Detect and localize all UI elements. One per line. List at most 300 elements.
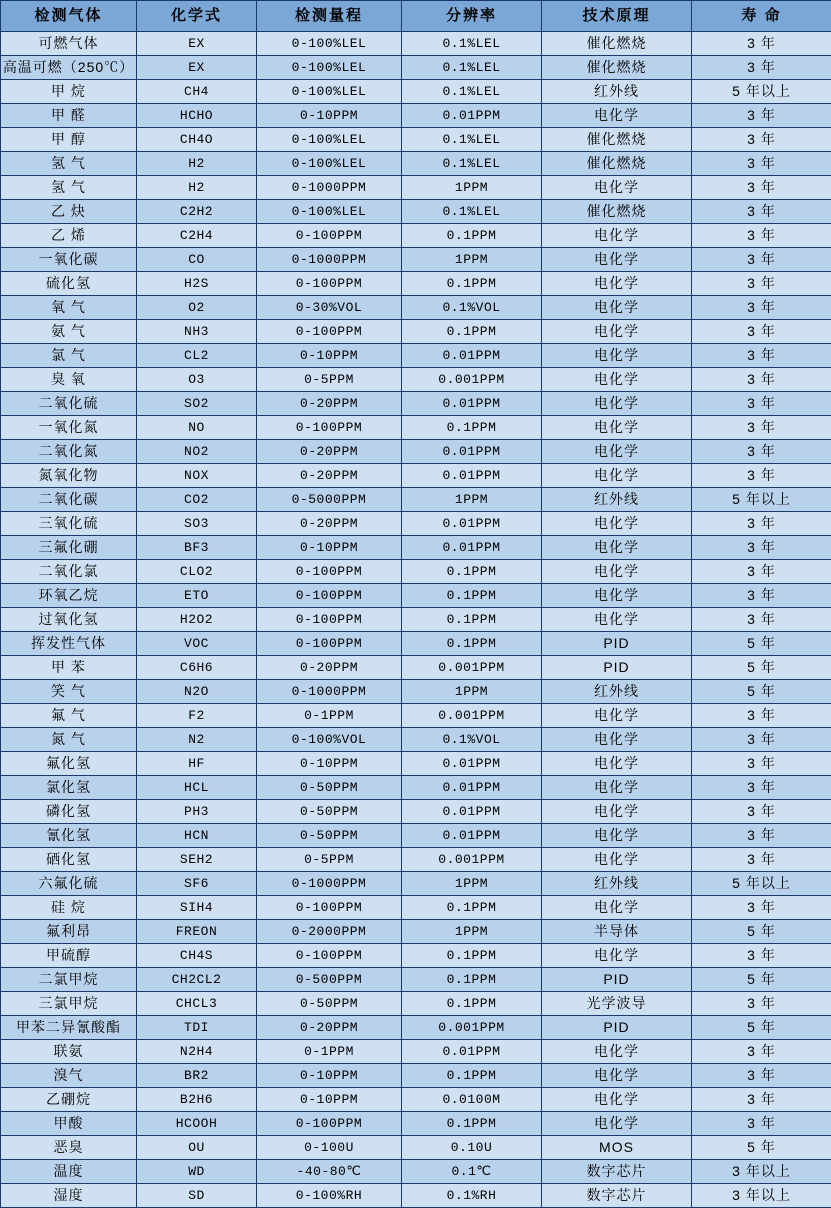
table-row (1, 1160, 831, 1184)
cell-lifetime: 3 年 (692, 344, 831, 368)
cell-formula: SF6 (137, 872, 257, 896)
cell-gas: 氟化氢 (1, 752, 137, 776)
table-row (1, 752, 831, 776)
cell-gas: 氢 气 (1, 152, 137, 176)
cell-resolution: 0.1PPM (402, 320, 542, 344)
cell-principle: PID (542, 632, 692, 656)
cell-gas: 氧 气 (1, 296, 137, 320)
table-row (1, 536, 831, 560)
cell-range: 0-100PPM (257, 632, 402, 656)
cell-range: 0-100%LEL (257, 200, 402, 224)
cell-gas: 联氨 (1, 1040, 137, 1064)
cell-resolution: 0.001PPM (402, 368, 542, 392)
cell-principle: 电化学 (542, 512, 692, 536)
table-row (1, 32, 831, 56)
cell-gas: 氮 气 (1, 728, 137, 752)
cell-formula: O2 (137, 296, 257, 320)
cell-formula: TDI (137, 1016, 257, 1040)
cell-formula: OU (137, 1136, 257, 1160)
cell-lifetime: 3 年 (692, 200, 831, 224)
cell-principle: 电化学 (542, 464, 692, 488)
cell-gas: 二氧化硫 (1, 392, 137, 416)
cell-principle: 红外线 (542, 488, 692, 512)
table-row (1, 1112, 831, 1136)
cell-lifetime: 3 年以上 (692, 1184, 831, 1208)
cell-range: 0-100%RH (257, 1184, 402, 1208)
table-row (1, 776, 831, 800)
cell-range: 0-2000PPM (257, 920, 402, 944)
cell-lifetime: 3 年 (692, 248, 831, 272)
cell-lifetime: 3 年 (692, 800, 831, 824)
cell-formula: CH4O (137, 128, 257, 152)
cell-formula: ETO (137, 584, 257, 608)
cell-principle: PID (542, 968, 692, 992)
cell-principle: 电化学 (542, 440, 692, 464)
cell-resolution: 1PPM (402, 872, 542, 896)
cell-formula: F2 (137, 704, 257, 728)
cell-resolution: 0.1PPM (402, 1112, 542, 1136)
cell-lifetime: 5 年 (692, 1016, 831, 1040)
cell-lifetime: 3 年 (692, 272, 831, 296)
cell-gas: 二氯甲烷 (1, 968, 137, 992)
cell-formula: WD (137, 1160, 257, 1184)
cell-lifetime: 3 年 (692, 992, 831, 1016)
cell-formula: CO (137, 248, 257, 272)
cell-resolution: 0.01PPM (402, 464, 542, 488)
cell-formula: SEH2 (137, 848, 257, 872)
cell-principle: 催化燃烧 (542, 152, 692, 176)
cell-formula: EX (137, 56, 257, 80)
table-row (1, 224, 831, 248)
cell-principle: 催化燃烧 (542, 200, 692, 224)
table-row (1, 968, 831, 992)
cell-principle: 电化学 (542, 560, 692, 584)
cell-lifetime: 3 年 (692, 320, 831, 344)
cell-principle: 电化学 (542, 608, 692, 632)
cell-gas: 硫化氢 (1, 272, 137, 296)
cell-lifetime: 3 年 (692, 56, 831, 80)
cell-principle: 电化学 (542, 944, 692, 968)
cell-formula: SIH4 (137, 896, 257, 920)
cell-lifetime: 3 年 (692, 608, 831, 632)
cell-principle: PID (542, 656, 692, 680)
cell-range: 0-100PPM (257, 896, 402, 920)
table-row (1, 1064, 831, 1088)
cell-lifetime: 3 年 (692, 536, 831, 560)
cell-gas: 甲 醇 (1, 128, 137, 152)
cell-principle: 电化学 (542, 776, 692, 800)
cell-gas: 氯化氢 (1, 776, 137, 800)
cell-range: 0-100PPM (257, 320, 402, 344)
table-row (1, 512, 831, 536)
cell-resolution: 0.1%LEL (402, 152, 542, 176)
cell-lifetime: 5 年 (692, 920, 831, 944)
cell-principle: 电化学 (542, 104, 692, 128)
cell-formula: FREON (137, 920, 257, 944)
cell-range: 0-1PPM (257, 704, 402, 728)
cell-range: 0-50PPM (257, 776, 402, 800)
cell-range: 0-10PPM (257, 752, 402, 776)
table-row (1, 344, 831, 368)
cell-resolution: 0.1PPM (402, 632, 542, 656)
cell-gas: 二氧化碳 (1, 488, 137, 512)
cell-formula: CH4 (137, 80, 257, 104)
cell-principle: 电化学 (542, 176, 692, 200)
cell-principle: 电化学 (542, 752, 692, 776)
cell-gas: 甲苯二异氰酸酯 (1, 1016, 137, 1040)
cell-gas: 甲酸 (1, 1112, 137, 1136)
cell-resolution: 0.1PPM (402, 608, 542, 632)
cell-principle: 电化学 (542, 704, 692, 728)
table-row (1, 392, 831, 416)
cell-lifetime: 3 年 (692, 848, 831, 872)
cell-principle: 电化学 (542, 272, 692, 296)
cell-range: 0-10PPM (257, 344, 402, 368)
cell-resolution: 0.1PPM (402, 896, 542, 920)
column-header-lifetime: 寿 命 (692, 1, 831, 32)
cell-gas: 六氟化硫 (1, 872, 137, 896)
table-row (1, 1136, 831, 1160)
cell-gas: 乙 炔 (1, 200, 137, 224)
cell-resolution: 0.1PPM (402, 416, 542, 440)
cell-gas: 氟利昂 (1, 920, 137, 944)
table-row (1, 176, 831, 200)
cell-range: 0-20PPM (257, 1016, 402, 1040)
cell-formula: O3 (137, 368, 257, 392)
cell-range: 0-20PPM (257, 392, 402, 416)
table-header (1, 1, 831, 32)
cell-gas: 高温可燃（250℃） (1, 56, 137, 80)
cell-lifetime: 3 年 (692, 368, 831, 392)
table-row (1, 848, 831, 872)
cell-resolution: 0.01PPM (402, 104, 542, 128)
cell-range: 0-10PPM (257, 536, 402, 560)
table-row (1, 992, 831, 1016)
table-row (1, 608, 831, 632)
cell-principle: 电化学 (542, 320, 692, 344)
cell-gas: 恶臭 (1, 1136, 137, 1160)
cell-formula: BF3 (137, 536, 257, 560)
cell-lifetime: 3 年 (692, 464, 831, 488)
cell-resolution: 0.1PPM (402, 968, 542, 992)
table-row (1, 272, 831, 296)
cell-lifetime: 3 年 (692, 1112, 831, 1136)
cell-resolution: 0.001PPM (402, 848, 542, 872)
cell-gas: 甲 苯 (1, 656, 137, 680)
cell-resolution: 0.01PPM (402, 752, 542, 776)
cell-principle: 催化燃烧 (542, 32, 692, 56)
cell-principle: 数字芯片 (542, 1184, 692, 1208)
cell-gas: 湿度 (1, 1184, 137, 1208)
cell-lifetime: 5 年 (692, 680, 831, 704)
cell-formula: CLO2 (137, 560, 257, 584)
cell-resolution: 0.1PPM (402, 992, 542, 1016)
cell-resolution: 0.01PPM (402, 440, 542, 464)
cell-gas: 臭 氧 (1, 368, 137, 392)
cell-principle: 催化燃烧 (542, 128, 692, 152)
cell-principle: 半导体 (542, 920, 692, 944)
cell-range: 0-100%LEL (257, 128, 402, 152)
cell-gas: 甲 醛 (1, 104, 137, 128)
cell-gas: 乙硼烷 (1, 1088, 137, 1112)
cell-gas: 一氧化碳 (1, 248, 137, 272)
cell-gas: 氟 气 (1, 704, 137, 728)
cell-gas: 硅 烷 (1, 896, 137, 920)
cell-range: 0-100PPM (257, 608, 402, 632)
cell-resolution: 0.001PPM (402, 704, 542, 728)
cell-resolution: 0.01PPM (402, 824, 542, 848)
cell-lifetime: 3 年 (692, 512, 831, 536)
cell-resolution: 1PPM (402, 920, 542, 944)
cell-lifetime: 3 年 (692, 776, 831, 800)
cell-resolution: 0.10U (402, 1136, 542, 1160)
cell-resolution: 1PPM (402, 176, 542, 200)
cell-range: 0-100PPM (257, 944, 402, 968)
cell-principle: 电化学 (542, 728, 692, 752)
cell-gas: 一氧化氮 (1, 416, 137, 440)
cell-formula: N2 (137, 728, 257, 752)
cell-range: 0-100%LEL (257, 152, 402, 176)
cell-formula: VOC (137, 632, 257, 656)
cell-resolution: 0.01PPM (402, 1040, 542, 1064)
cell-principle: 催化燃烧 (542, 56, 692, 80)
cell-lifetime: 3 年 (692, 296, 831, 320)
cell-lifetime: 3 年 (692, 128, 831, 152)
cell-formula: NOX (137, 464, 257, 488)
cell-formula: HCHO (137, 104, 257, 128)
cell-principle: 红外线 (542, 80, 692, 104)
cell-lifetime: 3 年 (692, 584, 831, 608)
cell-formula: B2H6 (137, 1088, 257, 1112)
table-row (1, 464, 831, 488)
cell-principle: 电化学 (542, 296, 692, 320)
cell-gas: 三氟化硼 (1, 536, 137, 560)
cell-resolution: 0.1%VOL (402, 728, 542, 752)
cell-lifetime: 3 年 (692, 416, 831, 440)
cell-gas: 挥发性气体 (1, 632, 137, 656)
cell-resolution: 0.1%LEL (402, 200, 542, 224)
cell-principle: 电化学 (542, 344, 692, 368)
table-row (1, 896, 831, 920)
table-row (1, 1088, 831, 1112)
cell-range: 0-10PPM (257, 1088, 402, 1112)
cell-range: 0-500PPM (257, 968, 402, 992)
cell-resolution: 0.1PPM (402, 1064, 542, 1088)
cell-range: 0-5PPM (257, 368, 402, 392)
cell-gas: 甲硫醇 (1, 944, 137, 968)
cell-range: 0-100%LEL (257, 32, 402, 56)
cell-lifetime: 3 年 (692, 32, 831, 56)
cell-formula: CO2 (137, 488, 257, 512)
cell-formula: EX (137, 32, 257, 56)
header-row (1, 1, 831, 32)
cell-resolution: 0.01PPM (402, 536, 542, 560)
cell-formula: H2 (137, 152, 257, 176)
cell-principle: 电化学 (542, 1112, 692, 1136)
cell-principle: 电化学 (542, 224, 692, 248)
cell-principle: 红外线 (542, 680, 692, 704)
column-header-principle: 技术原理 (542, 1, 692, 32)
cell-lifetime: 3 年 (692, 728, 831, 752)
cell-resolution: 1PPM (402, 680, 542, 704)
table-row (1, 680, 831, 704)
cell-range: 0-5000PPM (257, 488, 402, 512)
cell-formula: C6H6 (137, 656, 257, 680)
table-row (1, 1016, 831, 1040)
cell-lifetime: 3 年 (692, 896, 831, 920)
cell-gas: 二氧化氮 (1, 440, 137, 464)
cell-principle: 数字芯片 (542, 1160, 692, 1184)
table-row (1, 560, 831, 584)
table-row (1, 248, 831, 272)
column-header-range: 检测量程 (257, 1, 402, 32)
cell-principle: 电化学 (542, 1064, 692, 1088)
cell-range: 0-100PPM (257, 560, 402, 584)
cell-gas: 三氧化硫 (1, 512, 137, 536)
cell-resolution: 0.1%LEL (402, 80, 542, 104)
table-row (1, 728, 831, 752)
cell-formula: PH3 (137, 800, 257, 824)
cell-lifetime: 3 年 (692, 440, 831, 464)
cell-gas: 笑 气 (1, 680, 137, 704)
cell-resolution: 0.1PPM (402, 224, 542, 248)
table-row (1, 368, 831, 392)
cell-formula: H2 (137, 176, 257, 200)
cell-lifetime: 3 年以上 (692, 1160, 831, 1184)
cell-range: 0-100PPM (257, 584, 402, 608)
cell-formula: NO2 (137, 440, 257, 464)
cell-formula: CL2 (137, 344, 257, 368)
cell-gas: 温度 (1, 1160, 137, 1184)
cell-formula: SD (137, 1184, 257, 1208)
table-row (1, 872, 831, 896)
table-row (1, 440, 831, 464)
cell-resolution: 0.0100M (402, 1088, 542, 1112)
table-body (1, 32, 831, 1208)
cell-formula: BR2 (137, 1064, 257, 1088)
cell-lifetime: 3 年 (692, 1040, 831, 1064)
cell-range: 0-20PPM (257, 512, 402, 536)
cell-lifetime: 3 年 (692, 1064, 831, 1088)
table-row (1, 920, 831, 944)
cell-principle: 电化学 (542, 248, 692, 272)
cell-principle: 电化学 (542, 584, 692, 608)
cell-range: -40-80℃ (257, 1160, 402, 1184)
cell-range: 0-100%LEL (257, 80, 402, 104)
cell-range: 0-20PPM (257, 656, 402, 680)
cell-formula: CH4S (137, 944, 257, 968)
table-row (1, 488, 831, 512)
table-row (1, 152, 831, 176)
table-row (1, 1040, 831, 1064)
cell-range: 0-30%VOL (257, 296, 402, 320)
table-row (1, 656, 831, 680)
cell-principle: 电化学 (542, 1040, 692, 1064)
table-row (1, 584, 831, 608)
cell-range: 0-1000PPM (257, 680, 402, 704)
cell-lifetime: 5 年 (692, 968, 831, 992)
cell-principle: 红外线 (542, 872, 692, 896)
cell-gas: 磷化氢 (1, 800, 137, 824)
cell-gas: 三氯甲烷 (1, 992, 137, 1016)
cell-gas: 氰化氢 (1, 824, 137, 848)
cell-formula: CH2CL2 (137, 968, 257, 992)
cell-principle: 电化学 (542, 824, 692, 848)
cell-lifetime: 3 年 (692, 824, 831, 848)
cell-formula: HCOOH (137, 1112, 257, 1136)
cell-resolution: 0.1%LEL (402, 128, 542, 152)
column-header-gas: 检测气体 (1, 1, 137, 32)
cell-formula: SO3 (137, 512, 257, 536)
cell-lifetime: 5 年 (692, 656, 831, 680)
table-row (1, 632, 831, 656)
cell-resolution: 0.01PPM (402, 512, 542, 536)
column-header-formula: 化学式 (137, 1, 257, 32)
cell-principle: 光学波导 (542, 992, 692, 1016)
cell-formula: NO (137, 416, 257, 440)
cell-formula: HCL (137, 776, 257, 800)
table-row (1, 200, 831, 224)
cell-gas: 氨 气 (1, 320, 137, 344)
cell-lifetime: 5 年以上 (692, 80, 831, 104)
cell-principle: 电化学 (542, 368, 692, 392)
cell-gas: 氯 气 (1, 344, 137, 368)
cell-resolution: 0.1PPM (402, 560, 542, 584)
cell-lifetime: 3 年 (692, 392, 831, 416)
cell-range: 0-1PPM (257, 1040, 402, 1064)
cell-lifetime: 3 年 (692, 152, 831, 176)
cell-range: 0-100PPM (257, 272, 402, 296)
table-row (1, 944, 831, 968)
cell-range: 0-100%LEL (257, 56, 402, 80)
cell-range: 0-10PPM (257, 1064, 402, 1088)
cell-lifetime: 5 年以上 (692, 872, 831, 896)
table-row (1, 128, 831, 152)
table-row (1, 824, 831, 848)
cell-lifetime: 5 年以上 (692, 488, 831, 512)
cell-gas: 可燃气体 (1, 32, 137, 56)
table-row (1, 416, 831, 440)
cell-formula: N2H4 (137, 1040, 257, 1064)
cell-principle: 电化学 (542, 536, 692, 560)
column-header-resolution: 分辨率 (402, 1, 542, 32)
cell-lifetime: 3 年 (692, 560, 831, 584)
cell-resolution: 0.01PPM (402, 392, 542, 416)
cell-lifetime: 3 年 (692, 704, 831, 728)
cell-resolution: 0.1%LEL (402, 56, 542, 80)
cell-formula: C2H4 (137, 224, 257, 248)
cell-principle: PID (542, 1016, 692, 1040)
cell-formula: HF (137, 752, 257, 776)
cell-resolution: 0.001PPM (402, 1016, 542, 1040)
cell-resolution: 0.1%RH (402, 1184, 542, 1208)
cell-gas: 氮氧化物 (1, 464, 137, 488)
cell-lifetime: 5 年 (692, 1136, 831, 1160)
cell-resolution: 1PPM (402, 488, 542, 512)
cell-formula: NH3 (137, 320, 257, 344)
cell-range: 0-100U (257, 1136, 402, 1160)
cell-resolution: 0.1PPM (402, 944, 542, 968)
cell-range: 0-50PPM (257, 992, 402, 1016)
cell-principle: 电化学 (542, 896, 692, 920)
cell-lifetime: 3 年 (692, 176, 831, 200)
cell-gas: 甲 烷 (1, 80, 137, 104)
cell-range: 0-100PPM (257, 1112, 402, 1136)
cell-formula: H2O2 (137, 608, 257, 632)
cell-gas: 环氧乙烷 (1, 584, 137, 608)
cell-lifetime: 5 年 (692, 632, 831, 656)
cell-resolution: 0.1℃ (402, 1160, 542, 1184)
